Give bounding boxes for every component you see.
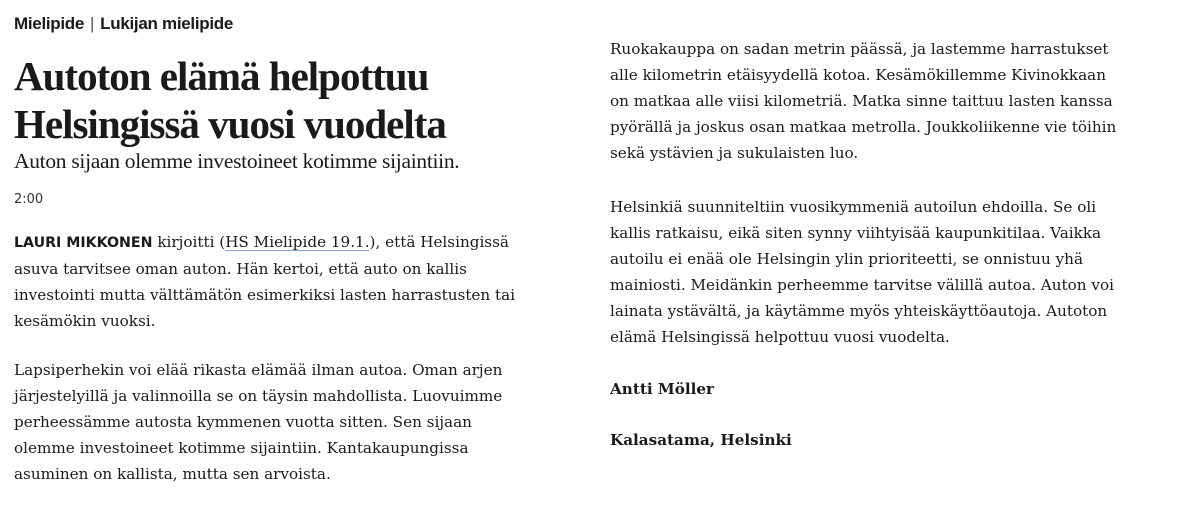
breadcrumb-subsection[interactable]: Lukijan mielipide	[100, 14, 233, 33]
paragraph-1	[14, 229, 515, 334]
p4-line: autoilu ei enää ole Helsingin ylin prioriteetti, se onnistuu yhä	[610, 250, 1083, 268]
p2-line: perheessämme autosta kymmenen vuotta sitten. Sen sijaan	[14, 413, 472, 431]
p2-line: asuminen on kallista, mutta sen arvoista.	[14, 465, 331, 483]
p2-line: olemme investoineet kotimme sijaintiin. Kantakaupungissa	[14, 439, 469, 457]
p4-line: elämä Helsingissä helpottuu vuosi vuodelta.	[610, 328, 950, 346]
p1-line-1-end: ), että Helsingissä	[369, 233, 509, 251]
breadcrumb	[14, 14, 233, 34]
p1-line-4: kesämökin vuoksi.	[14, 312, 156, 330]
paragraph-3	[610, 36, 1116, 166]
article-subtitle: Auton sijaan olemme investoineet kotimme sijaintiin.	[14, 149, 460, 173]
p3-line: sekä ystävien ja sukulaisten luo.	[610, 144, 859, 162]
p2-line: Lapsiperhekin voi elää rikasta elämää ilman autoa. Oman arjen	[14, 361, 503, 379]
p4-line: kallis ratkaisu, eikä siten synny viihtyisää kaupunkitilaa. Vaikka	[610, 224, 1102, 242]
paragraph-4	[610, 194, 1114, 350]
headline-line-1: Autoton elämä helpottuu	[14, 53, 429, 99]
source-article-link[interactable]: HS Mielipide 19.1.	[225, 233, 370, 251]
p4-line: Helsinkiä suunniteltiin vuosikymmeniä autoilun ehdoilla. Se oli	[610, 198, 1097, 216]
breadcrumb-section[interactable]: Mielipide	[14, 14, 85, 33]
p3-line: Ruokakauppa on sadan metrin päässä, ja lastemme harrastukset	[610, 40, 1109, 58]
p4-line: mainiosti. Meidänkin perheemme tarvitse välillä autoa. Auton voi	[610, 276, 1114, 294]
read-time: 2:00	[14, 192, 44, 207]
p3-line: on matkaa alle viisi kilometriä. Matka sinne taittuu lasten kanssa	[610, 92, 1113, 110]
article-headline	[14, 52, 574, 148]
p3-line: pyörällä ja joskus osan matkaa metrolla. Joukkoliikenne vie töihin	[610, 118, 1117, 136]
referenced-author: LAURI MIKKONEN	[14, 235, 153, 251]
headline-line-2: Helsingissä vuosi vuodelta	[14, 101, 446, 147]
p2-line: järjestelyillä ja valinnoilla se on täysin mahdollista. Luovuimme	[14, 387, 503, 405]
p3-line: alle kilometrin etäisyydellä kotoa. Kesämökillemme Kivinokkaan	[610, 66, 1106, 84]
p1-line-2: asuva tarvitsee oman auton. Hän kertoi, että auto on kallis	[14, 260, 467, 278]
signature-location: Kalasatama, Helsinki	[610, 431, 792, 449]
signature-name: Antti Möller	[610, 380, 715, 398]
p1-line-3: investointi mutta välttämätön esimerkiksi lasten harrastusten tai	[14, 286, 516, 304]
p4-line: lainata ystävältä, ja käytämme myös yhteiskäyttöautoja. Autoton	[610, 302, 1108, 320]
breadcrumb-separator: |	[90, 14, 95, 33]
paragraph-2	[14, 357, 502, 487]
p1-text-before-link: kirjoitti (	[152, 233, 226, 251]
